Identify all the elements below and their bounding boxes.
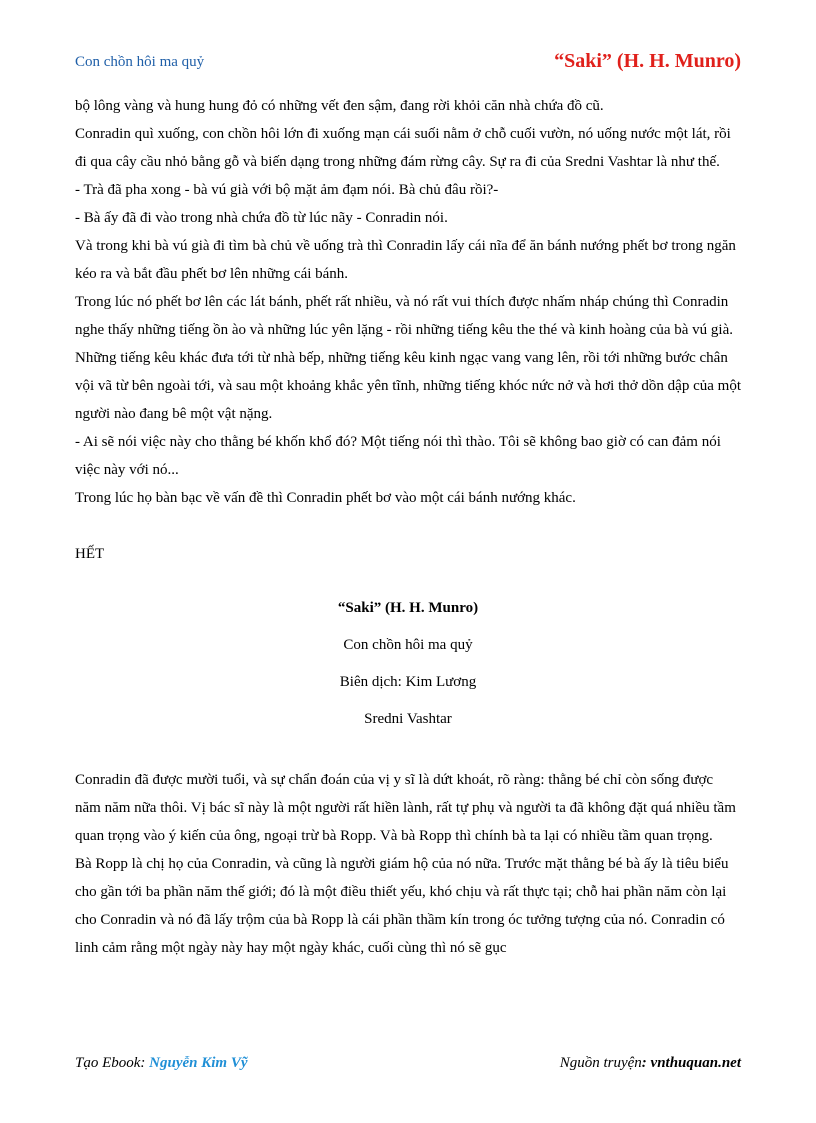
- paragraph: Bà Ropp là chị họ của Conradin, và cũng là người giám hộ của nó nữa. Trước mặt thằng bé bà ấy là tiêu biểu cho gần tới ba phần năm thế giới; đó là một điều thiết yếu, khó chịu và rất thực tại; chỗ hai phần năm còn lại cho Conradin và nó đã lấy trộm của bà Ropp là cái phần thầm kín trong óc tưởng tượng của nó. Conradin có linh cảm rằng một ngày này hay một ngày khác, cuối cùng thì nó sẽ gục: [75, 856, 729, 956]
- paragraph: Conradin đã được mười tuổi, và sự chẩn đoán của vị y sĩ là dứt khoát, rõ ràng: thằng bé chỉ còn sống được năm năm nữa thôi. Vị bác sĩ này là một người rất hiền lành, rất tự phụ và người ta đã không đặt quá nhiều tầm quan trọng vào ý kiến của ông, ngoại trừ bà Ropp. Và bà Ropp thì chính bà ta lại có nhiều tầm quan trọng.: [75, 772, 736, 844]
- paragraph: Conradin quì xuống, con chồn hôi lớn đi xuống mạn cái suối nằm ở chỗ cuối vườn, nó uống nước một lát, rồi đi qua cây cầu nhỏ bằng gỗ và biến dạng trong những đám rừng cây. Sự ra đi của Sredni Vashtar là như thế.: [75, 126, 731, 170]
- title-block-work: Con chồn hôi ma quỷ: [343, 637, 473, 653]
- footer-source: Nguồn truyện: vnthuquan.net: [559, 1055, 741, 1071]
- paragraph: - Trà đã pha xong - bà vú già với bộ mặt ảm đạm nói. Bà chủ đâu rồi?-: [75, 182, 499, 198]
- title-block-story: Sredni Vashtar: [364, 711, 452, 727]
- paragraph: Và trong khi bà vú già đi tìm bà chủ về uống trà thì Conradin lấy cái nĩa để ăn bánh nướng phết bơ trong ngăn kéo ra và bắt đầu phết bơ lên những cái bánh.: [75, 238, 736, 282]
- spacer: [75, 568, 741, 590]
- ebook-creator: Nguyễn Kim Vỹ: [149, 1055, 248, 1071]
- page-content: [75, 92, 741, 962]
- paragraph: - Bà ấy đã đi vào trong nhà chứa đồ từ lúc nãy - Conradin nói.: [75, 210, 448, 226]
- paragraph: Trong lúc nó phết bơ lên các lát bánh, phết rất nhiều, và nó rất vui thích được nhấm nháp chúng thì Conradin nghe thấy những tiếng ồn ào và những lúc yên lặng - rồi những tiếng kêu the thé và kinh hoàng của bà vú già. Những tiếng kêu khác đưa tới từ nhà bếp, những tiếng kêu kinh ngạc vang vang lên, rồi tới những bước chân vội vã từ bên ngoài tới, và sau một khoảng khắc yên tĩnh, những tiếng khóc nức nở và hơi thở dồn dập của một người nào đang bê một vật nặng.: [75, 294, 741, 422]
- spacer: [75, 738, 741, 766]
- end-mark: HẾT: [75, 546, 105, 562]
- footer-ebook: Tạo Ebook: Nguyễn Kim Vỹ: [75, 1055, 248, 1071]
- header-title: Con chồn hôi ma quỷ: [75, 54, 205, 70]
- paragraph: bộ lông vàng và hung hung đỏ có những vết đen sậm, đang rời khỏi căn nhà chứa đồ cũ.: [75, 98, 604, 114]
- spacer: [75, 512, 741, 540]
- page-header: [75, 50, 741, 78]
- source-site: vnthuquan.net: [650, 1055, 741, 1071]
- ebook-label: Tạo Ebook: [75, 1055, 141, 1071]
- header-author: “Saki” (H. H. Munro): [554, 50, 741, 72]
- title-block-translator: Biên dịch: Kim Lương: [339, 674, 477, 690]
- source-label: Nguồn truyện: [559, 1055, 642, 1071]
- page-footer: [75, 1055, 741, 1077]
- title-block-author: “Saki” (H. H. Munro): [337, 600, 479, 616]
- paragraph: - Ai sẽ nói việc này cho thằng bé khốn khổ đó? Một tiếng nói thì thào. Tôi sẽ không bao giờ có can đảm nói việc này với nó...: [75, 434, 721, 478]
- paragraph: Trong lúc họ bàn bạc về vấn đề thì Conradin phết bơ vào một cái bánh nướng khác.: [75, 490, 576, 506]
